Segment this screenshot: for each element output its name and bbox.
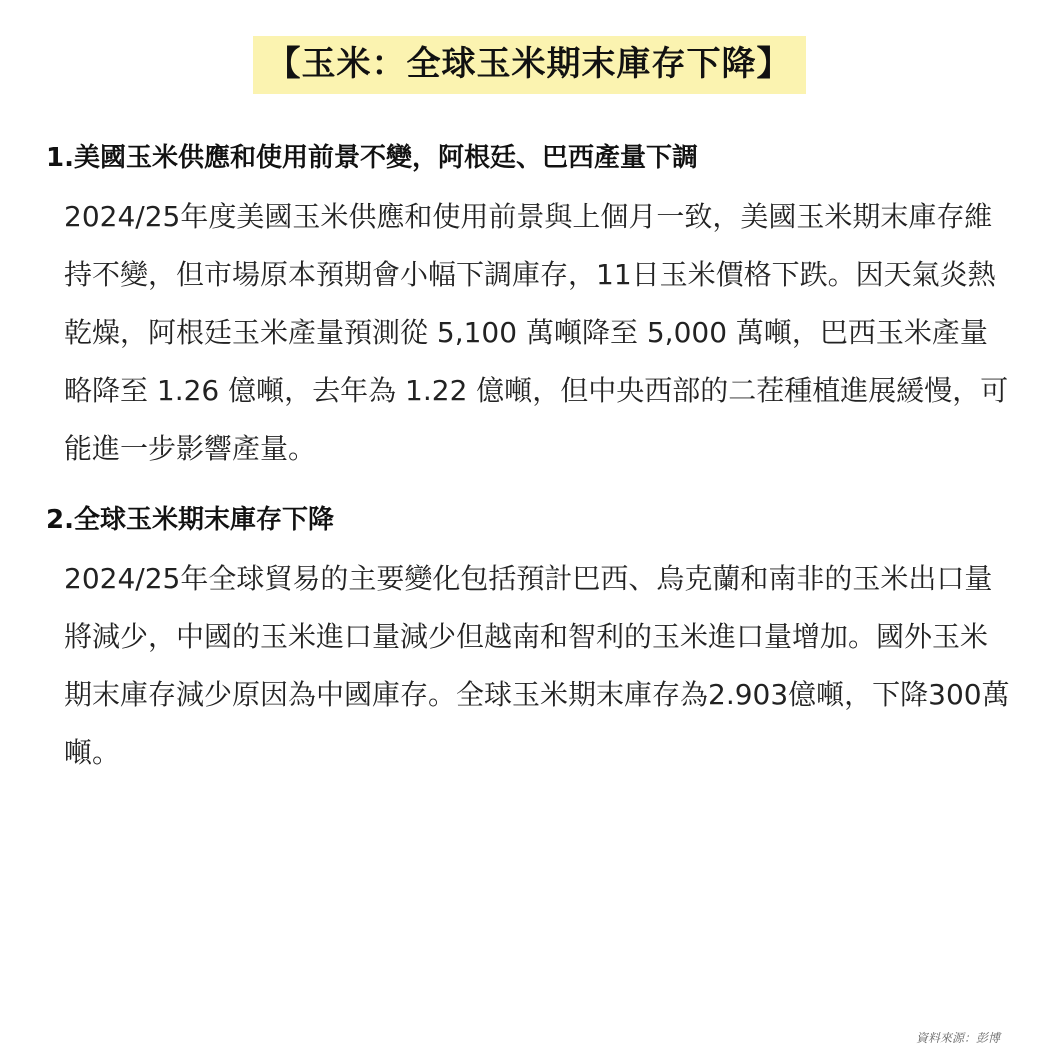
section-2 <box>46 500 1021 782</box>
page-title: 【玉米：全球玉米期末庫存下降】 <box>253 36 806 94</box>
title-container <box>0 36 1058 94</box>
section-1-heading: 1.美國玉米供應和使用前景不變，阿根廷、巴西產量下調 <box>46 143 698 173</box>
section-1 <box>46 138 1021 478</box>
source-note: 資料來源：彭博 <box>915 1031 1000 1045</box>
section-2-body: 2024/25年全球貿易的主要變化包括預計巴西、烏克蘭和南非的玉米出口量將減少，中國的玉米進口量減少但越南和智利的玉米進口量增加。國外玉米期末庫存減少原因為中國庫存。全球玉米期末庫存為2.903億噸，下降300萬噸。 <box>64 562 1010 769</box>
section-1-body: 2024/25年度美國玉米供應和使用前景與上個月一致，美國玉米期末庫存維持不變，但市場原本預期會小幅下調庫存，11日玉米價格下跌。因天氣炎熱乾燥，阿根廷玉米產量預測從 5,100 萬噸降至 5,000 萬噸，巴西玉米產量略降至 1.26 億噸，去年為 1.22 億噸，但中央西部的二茬種植進展緩慢，可能進一步影響產量。 <box>64 200 1009 465</box>
section-2-heading: 2.全球玉米期末庫存下降 <box>46 505 334 535</box>
